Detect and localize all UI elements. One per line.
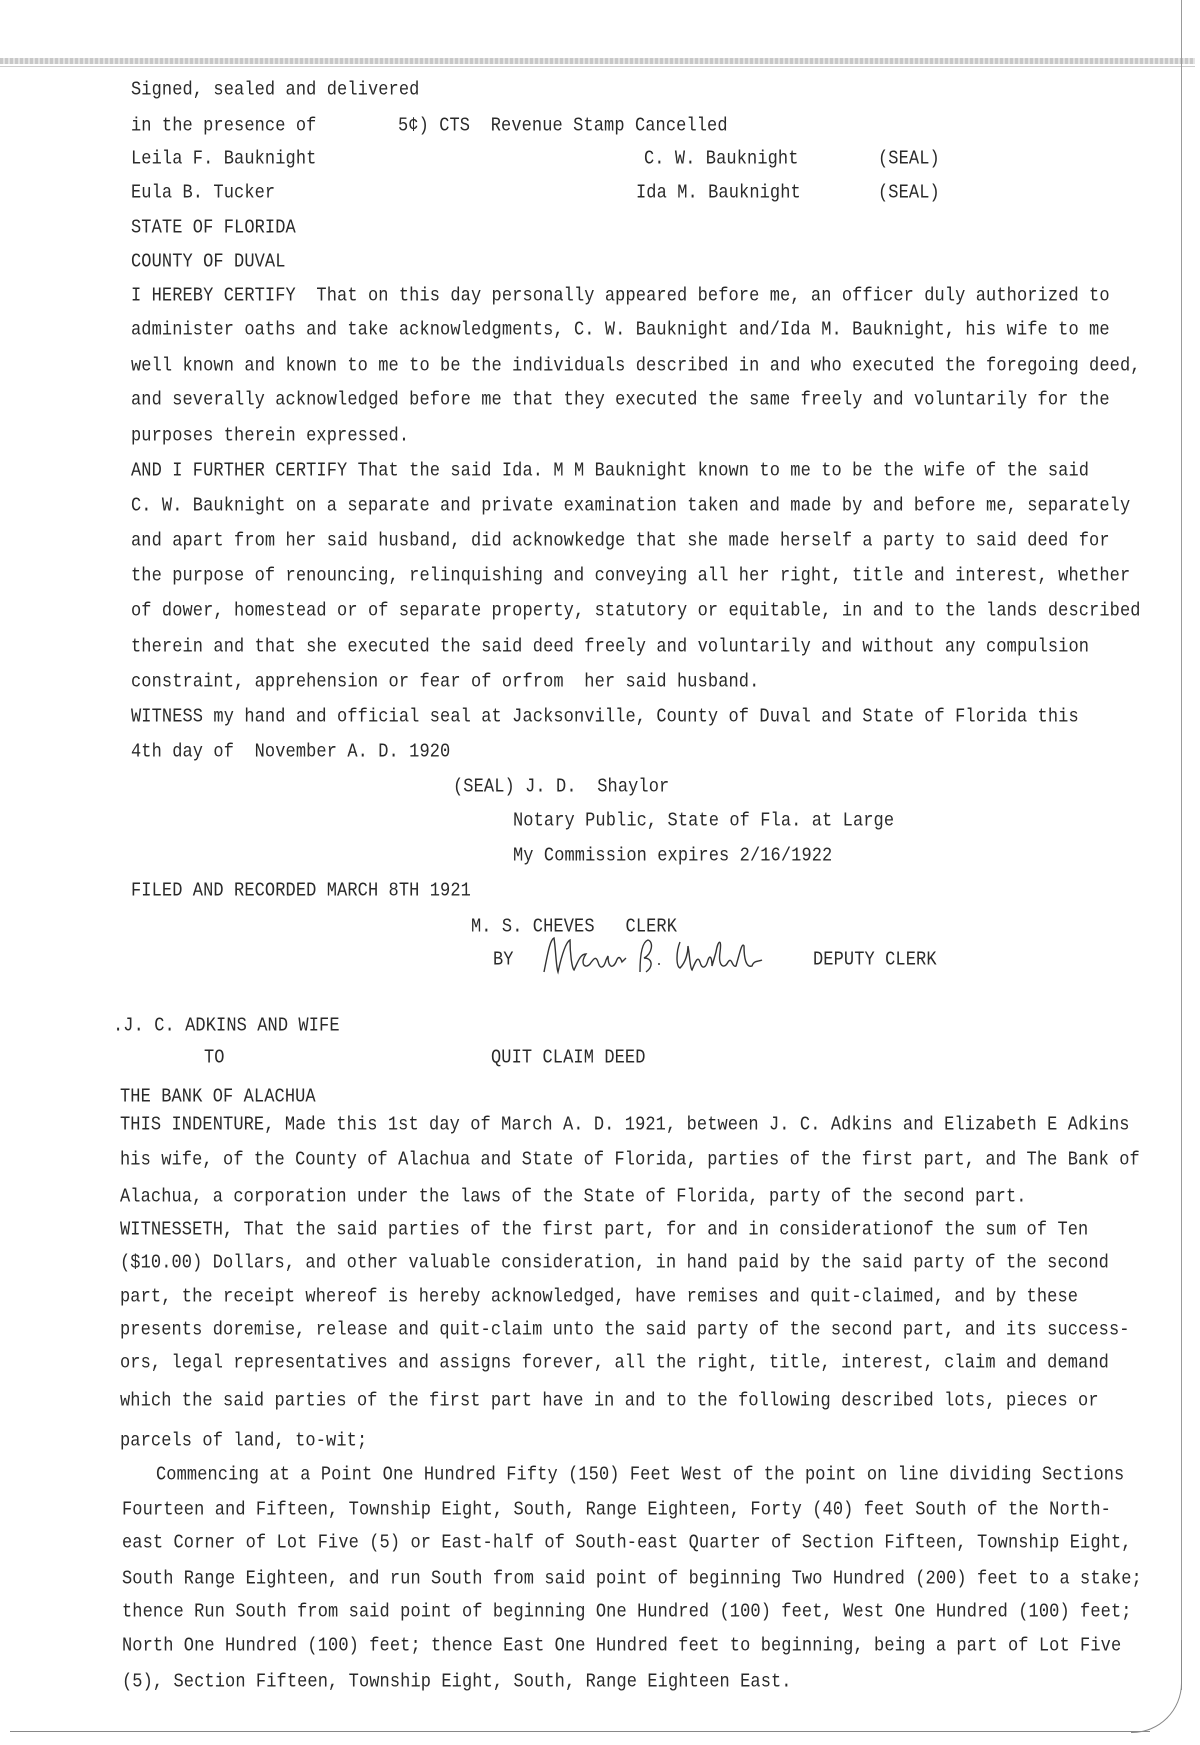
certificate-line: C. W. Bauknight on a separate and private examination taken and made by and before me, separately xyxy=(131,495,1131,518)
by-label: BY xyxy=(493,949,514,972)
deed-body-line: parcels of land, to-wit; xyxy=(120,1430,368,1453)
deed-body-line: THIS INDENTURE, Made this 1st day of March A. D. 1921, between J. C. Adkins and Elizabeth E Adkins xyxy=(120,1114,1130,1137)
deputy-clerk-signature xyxy=(540,932,770,982)
deed-grantor: .J. C. ADKINS AND WIFE xyxy=(113,1015,340,1038)
deed-body-line: ($10.00) Dollars, and other valuable consideration, in hand paid by the said party of the second xyxy=(120,1252,1109,1275)
top-rule xyxy=(0,58,1195,64)
certificate-line: and apart from her said husband, did acknowkedge that she made herself a party to said deed for xyxy=(131,530,1110,553)
certificate-line: AND I FURTHER CERTIFY That the said Ida. M M Bauknight known to me to be the wife of the said xyxy=(131,460,1090,483)
legal-description-line: Commencing at a Point One Hundred Fifty (150) Feet West of the point on line dividing Sections xyxy=(156,1464,1125,1487)
legal-description-line: Fourteen and Fifteen, Township Eight, South, Range Eighteen, Forty (40) feet South of the North- xyxy=(122,1499,1111,1522)
deed-to: TO xyxy=(204,1047,225,1070)
presence-line: in the presence of xyxy=(131,115,317,138)
deputy-clerk-label: DEPUTY CLERK xyxy=(813,949,937,972)
revenue-stamp-note: 5¢) CTS Revenue Stamp Cancelled xyxy=(398,115,728,138)
witness-2: Eula B. Tucker xyxy=(131,182,276,205)
deed-body-line: WITNESSETH, That the said parties of the first part, for and in considerationof the sum of Ten xyxy=(120,1219,1089,1242)
bottom-page-edge xyxy=(10,1731,1150,1732)
grantor-1-signature: C. W. Bauknight xyxy=(644,148,799,171)
venue-county: COUNTY OF DUVAL xyxy=(131,251,286,274)
legal-description-line: North One Hundred (100) feet; thence East One Hundred feet to beginning, being a part of Lot Five xyxy=(122,1635,1122,1658)
seal-1: (SEAL) xyxy=(878,148,940,171)
certificate-line: therein and that she executed the said deed freely and voluntarily and without any compulsion xyxy=(131,636,1090,659)
certificate-line: 4th day of November A. D. 1920 xyxy=(131,741,451,764)
certificate-line: purposes therein expressed. xyxy=(131,425,410,448)
page-corner xyxy=(1131,1640,1182,1733)
deed-type: QUIT CLAIM DEED xyxy=(491,1047,646,1070)
deed-body-line: ors, legal representatives and assigns forever, all the right, title, interest, claim and demand xyxy=(120,1352,1109,1375)
certificate-line: I HEREBY CERTIFY That on this day personally appeared before me, an officer duly authorized to xyxy=(131,285,1110,308)
certificate-line: constraint, apprehension or fear of orfrom her said husband. xyxy=(131,671,760,694)
grantor-2-signature: Ida M. Bauknight xyxy=(636,182,801,205)
certificate-line: well known and known to me to be the individuals described in and who executed the foregoing deed, xyxy=(131,355,1141,378)
clerk-name: M. S. CHEVES CLERK xyxy=(471,916,678,939)
right-page-edge xyxy=(1181,0,1182,1690)
certificate-line: and severally acknowledged before me that they executed the same freely and voluntarily for the xyxy=(131,389,1110,412)
signed-line: Signed, sealed and delivered xyxy=(131,79,420,102)
top-rule-line xyxy=(0,66,1195,67)
deed-body-line: Alachua, a corporation under the laws of the State of Florida, party of the second part. xyxy=(120,1186,1027,1209)
legal-description-line: South Range Eighteen, and run South from said point of beginning Two Hundred (200) feet to a stake; xyxy=(122,1568,1142,1591)
notary-commission: My Commission expires 2/16/1922 xyxy=(513,845,833,868)
certificate-line: WITNESS my hand and official seal at Jacksonville, County of Duval and State of Florida this xyxy=(131,706,1079,729)
seal-2: (SEAL) xyxy=(878,182,940,205)
venue-state: STATE OF FLORIDA xyxy=(131,217,296,240)
legal-description-line: east Corner of Lot Five (5) or East-half of South-east Quarter of Section Fifteen, Township Eight, xyxy=(122,1532,1132,1555)
filed-recorded: FILED AND RECORDED MARCH 8TH 1921 xyxy=(131,880,471,903)
legal-description-line: thence Run South from said point of beginning One Hundred (100) feet, West One Hundred (100) feet; xyxy=(122,1601,1132,1624)
deed-grantee: THE BANK OF ALACHUA xyxy=(120,1086,316,1109)
notary-title: Notary Public, State of Fla. at Large xyxy=(513,810,895,833)
deed-body-line: which the said parties of the first part have in and to the following described lots, pieces or xyxy=(120,1390,1099,1413)
legal-description-line: (5), Section Fifteen, Township Eight, South, Range Eighteen East. xyxy=(122,1671,792,1694)
certificate-line: of dower, homestead or of separate property, statutory or equitable, in and to the lands described xyxy=(131,600,1141,623)
deed-body-line: presents doremise, release and quit-claim unto the said party of the second part, and its success- xyxy=(120,1319,1130,1342)
deed-body-line: his wife, of the County of Alachua and State of Florida, parties of the first part, and The Bank of xyxy=(120,1149,1140,1172)
notary-name: (SEAL) J. D. Shaylor xyxy=(453,776,670,799)
certificate-line: administer oaths and take acknowledgments, C. W. Bauknight and/Ida M. Bauknight, his wife to me xyxy=(131,319,1110,342)
deed-body-line: part, the receipt whereof is hereby acknowledged, have remises and quit-claimed, and by these xyxy=(120,1286,1079,1309)
certificate-line: the purpose of renouncing, relinquishing and conveying all her right, title and interest, whether xyxy=(131,565,1131,588)
witness-1: Leila F. Bauknight xyxy=(131,148,317,171)
